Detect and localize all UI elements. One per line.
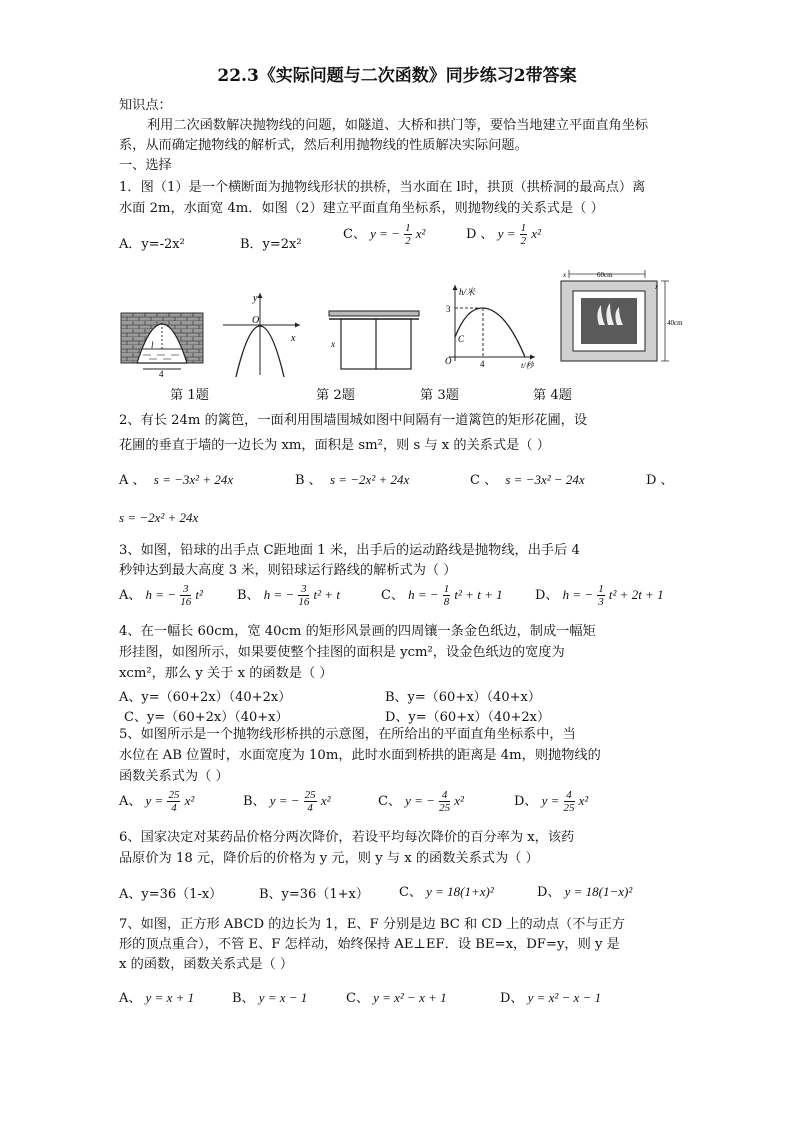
q5-option-d-fraction bbox=[564, 789, 575, 814]
figure-4-label-3: 3 bbox=[446, 304, 451, 314]
q7-option-a bbox=[119, 987, 194, 1006]
knowledge-line-2: 系，从而确定抛物线的解析式，然后利用抛物线的性质解决实际问题。 bbox=[119, 138, 528, 153]
numerator: 1 bbox=[520, 222, 527, 234]
q4-option-d: D、y=（60+x）（40+2x） bbox=[385, 710, 550, 725]
q3-option-d-pre: h = − bbox=[562, 587, 594, 602]
q3-option-a-label: A、 bbox=[119, 588, 142, 603]
q1-option-c bbox=[343, 222, 425, 247]
q5-line-3: 函数关系式为（ ） bbox=[119, 769, 229, 784]
figure-4-label-h: h/米 bbox=[459, 287, 476, 297]
denominator: 16 bbox=[180, 596, 192, 608]
numerator: 4 bbox=[439, 789, 450, 802]
q7-line-3: x 的函数，函数关系式是（ ） bbox=[119, 957, 294, 972]
q5-option-b bbox=[243, 789, 330, 814]
q3-option-d-tail: t² + 2t + 1 bbox=[608, 587, 664, 602]
figure-2-parabola bbox=[223, 293, 300, 377]
q4-option-c: C、y=（60+2x）（40+x） bbox=[124, 710, 289, 725]
q4-line-3: xcm²，那么 y 关于 x 的函数是（ ） bbox=[119, 666, 333, 681]
q7-option-b-label: B、 bbox=[232, 991, 255, 1006]
q3-line-2: 秒钟达到最大高度 3 米，则铅球运行路线的解析式为（ ） bbox=[119, 563, 457, 578]
figure-4-label-4: 4 bbox=[480, 359, 485, 369]
q3-option-c-tail: t² + t + 1 bbox=[454, 587, 503, 602]
denominator: 4 bbox=[307, 802, 313, 814]
q3-option-b-fraction bbox=[298, 583, 309, 608]
q4-option-b: B、y=（60+x）（40+x） bbox=[385, 690, 541, 705]
q2-option-b bbox=[295, 469, 409, 488]
q3-option-d-label: D、 bbox=[535, 588, 559, 603]
denominator: 8 bbox=[443, 596, 450, 608]
figure-5-label-x2: x bbox=[655, 283, 659, 291]
section-heading: 一、选择 bbox=[119, 158, 172, 173]
q3-line-1: 3、如图，铅球的出手点 C距地面 1 米，出手后的运动路线是抛物线，出手后 4 bbox=[119, 543, 580, 558]
q5-option-c-tail: x² bbox=[454, 793, 464, 808]
q5-line-2: 水位在 AB 位置时，水面宽度为 10m，此时水面到桥拱的距离是 4m，则抛物线的 bbox=[119, 748, 601, 763]
q4-option-a: A、y=（60+2x）（40+2x） bbox=[119, 690, 292, 705]
figure-1-bridge bbox=[121, 313, 203, 379]
figure-2-label-y: y bbox=[253, 293, 258, 304]
denominator: 3 bbox=[598, 596, 604, 608]
q2-option-d-label: D 、 bbox=[646, 473, 674, 488]
figure-1-label-4: 4 bbox=[159, 369, 164, 379]
numerator: 3 bbox=[298, 583, 309, 596]
q5-option-d-pre: y = bbox=[541, 793, 560, 808]
numerator: 1 bbox=[443, 583, 450, 595]
q7-line-2: 形的顶点重合），不管 E、F 怎样动，始终保持 AE⊥EF．设 BE=x，DF=y，则 y 是 bbox=[119, 937, 620, 952]
q1-option-c-tail: x² bbox=[415, 226, 426, 241]
q5-option-d-label: D、 bbox=[514, 794, 538, 809]
figure-caption-3: 第 3题 bbox=[420, 388, 459, 403]
q1-option-b: B．y=2x² bbox=[240, 237, 302, 252]
numerator: 1 bbox=[405, 222, 411, 234]
q2-line-1: 2、有长 24m 的篱笆，一面利用围墙围城如图中间隔有一道篱笆的矩形花圃，设 bbox=[119, 413, 588, 428]
q6-option-d bbox=[537, 881, 632, 900]
q2-option-a-label: A 、 bbox=[119, 473, 146, 488]
denominator: 16 bbox=[298, 596, 310, 608]
figure-3-label-x: x bbox=[331, 339, 335, 349]
q3-option-c-pre: h = − bbox=[408, 587, 439, 602]
q3-option-d-fraction bbox=[597, 583, 605, 608]
q3-option-a bbox=[119, 583, 203, 608]
q3-option-c-label: C、 bbox=[381, 588, 404, 603]
q4-line-1: 4、在一幅长 60cm，宽 40cm 的矩形风景画的四周镶一条金色纸边，制成一幅矩 bbox=[119, 624, 596, 639]
q3-option-c bbox=[381, 583, 503, 608]
q1-option-d-label: D 、 bbox=[466, 227, 494, 242]
q1-option-d-fraction bbox=[520, 222, 528, 247]
figure-3-garden bbox=[329, 311, 419, 369]
denominator: 2 bbox=[520, 235, 527, 247]
q2-option-a bbox=[119, 469, 233, 488]
q3-option-a-fraction bbox=[180, 583, 191, 608]
q7-option-b bbox=[232, 987, 307, 1006]
q1-option-d-tail: x² bbox=[531, 226, 541, 241]
q6-option-a: A、y=36（1-x） bbox=[119, 887, 223, 902]
q6-option-b: B、y=36（1+x） bbox=[259, 887, 369, 902]
figure-caption-2: 第 2题 bbox=[316, 388, 355, 403]
q7-line-1: 7、如图，正方形 ABCD 的边长为 1，E、F 分别是边 BC 和 CD 上的动点（不与正方 bbox=[119, 917, 625, 932]
q6-option-c-expr: y = 18(1+x)² bbox=[426, 884, 494, 899]
q5-option-a-label: A、 bbox=[119, 794, 142, 809]
q5-option-b-fraction bbox=[304, 789, 317, 814]
q1-option-d bbox=[466, 222, 541, 247]
figure-2-label-x: x bbox=[291, 333, 296, 344]
numerator: 25 bbox=[304, 789, 316, 801]
q1-line-1: 1．图（1）是一个横断面为抛物线形状的拱桥，当水面在 l时，拱顶（拱桥洞的最高点）离 bbox=[119, 180, 646, 195]
q7-option-c-expr: y = x² − x + 1 bbox=[373, 990, 447, 1005]
q5-option-c-label: C、 bbox=[378, 794, 401, 809]
q3-option-b-pre: h = − bbox=[263, 587, 295, 602]
denominator: 25 bbox=[563, 802, 575, 814]
q7-option-a-expr: y = x + 1 bbox=[145, 990, 195, 1005]
q2-option-c-label: C 、 bbox=[470, 473, 498, 488]
q7-option-d-label: D、 bbox=[500, 991, 524, 1006]
q2-option-b-expr: s = −2x² + 24x bbox=[329, 472, 410, 487]
q7-option-d bbox=[500, 987, 601, 1006]
denominator: 2 bbox=[405, 235, 411, 247]
q5-option-d-tail: x² bbox=[578, 793, 589, 808]
q5-option-a-fraction bbox=[167, 789, 180, 814]
figure-4-label-t: t/秒 bbox=[521, 361, 534, 370]
q1-option-a: A．y=-2x² bbox=[119, 237, 185, 252]
numerator: 25 bbox=[168, 789, 180, 801]
figures-row bbox=[115, 265, 683, 405]
q5-option-b-tail: x² bbox=[320, 793, 331, 808]
q5-option-a-tail: x² bbox=[184, 793, 195, 808]
q3-option-b-label: B、 bbox=[237, 588, 260, 603]
q5-option-a-pre: y = bbox=[145, 793, 164, 808]
q2-option-b-label: B 、 bbox=[295, 473, 322, 488]
q5-option-c-pre: y = − bbox=[405, 793, 435, 808]
q7-option-c-label: C、 bbox=[346, 991, 369, 1006]
figure-5-label-60cm: 60cm bbox=[597, 271, 613, 279]
q1-option-d-expr: y = bbox=[497, 226, 516, 241]
q7-option-a-label: A、 bbox=[119, 991, 142, 1006]
page-title: 22.3《实际问题与二次函数》同步练习2带答案 bbox=[217, 66, 577, 86]
q6-option-c-label: C、 bbox=[399, 885, 422, 900]
q6-option-d-label: D、 bbox=[537, 885, 561, 900]
q3-option-a-pre: h = − bbox=[145, 587, 177, 602]
q2-option-c-expr: s = −3x² − 24x bbox=[505, 472, 585, 487]
q1-option-c-label: C、 bbox=[343, 227, 366, 242]
q1-option-c-expr: y = − bbox=[370, 226, 400, 241]
q5-option-c bbox=[378, 789, 464, 814]
figure-4-shotput bbox=[445, 285, 535, 370]
figure-1-label-l: l bbox=[151, 340, 154, 350]
figure-5-label-x: x bbox=[563, 271, 567, 279]
q1-option-c-fraction bbox=[404, 222, 412, 247]
figure-caption-4: 第 4题 bbox=[533, 388, 572, 403]
q5-option-b-label: B、 bbox=[243, 794, 266, 809]
q7-option-c bbox=[346, 987, 447, 1006]
q7-option-b-expr: y = x − 1 bbox=[258, 990, 308, 1005]
figure-4-label-c: C bbox=[458, 334, 465, 344]
q1-line-2: 水面 2m，水面宽 4m．如图（2）建立平面直角坐标系，则抛物线的关系式是（ ） bbox=[119, 201, 604, 216]
q6-line-1: 6、国家决定对某药品价格分两次降价，若设平均每次降价的百分率为 x，该药 bbox=[119, 830, 575, 845]
figure-5-label-40cm: 40cm bbox=[667, 319, 683, 327]
q2-line-2: 花圃的垂直于墙的一边长为 xm，面积是 sm²，则 s 与 x 的关系式是（ ） bbox=[119, 438, 550, 453]
denominator: 4 bbox=[171, 802, 177, 814]
q5-line-1: 5、如图所示是一个抛物线形桥拱的示意图，在所给出的平面直角坐标系中，当 bbox=[119, 727, 576, 742]
figure-4-label-o: O bbox=[445, 356, 452, 366]
q7-option-d-expr: y = x² − x − 1 bbox=[527, 990, 602, 1005]
q3-option-d bbox=[535, 583, 664, 608]
figure-caption-1: 第 1题 bbox=[170, 388, 209, 403]
q6-option-d-expr: y = 18(1−x)² bbox=[564, 884, 633, 899]
q3-option-b bbox=[237, 583, 340, 608]
q4-line-2: 形挂图，如图所示，如果要使整个挂图的面积是 ycm²，设金色纸边的宽度为 bbox=[119, 645, 565, 660]
q3-option-b-tail: t² + t bbox=[313, 587, 340, 602]
q3-option-a-tail: t² bbox=[195, 587, 203, 602]
q2-option-d-expr: s = −2x² + 24x bbox=[119, 510, 199, 525]
q6-line-2: 品原价为 18 元，降价后的价格为 y 元，则 y 与 x 的函数关系式为（ ） bbox=[119, 851, 539, 866]
q2-option-c bbox=[470, 469, 585, 488]
knowledge-heading: 知识点： bbox=[119, 98, 172, 113]
numerator: 4 bbox=[564, 789, 575, 802]
q3-option-c-fraction bbox=[443, 583, 451, 608]
numerator: 1 bbox=[598, 583, 604, 595]
numerator: 3 bbox=[180, 583, 191, 596]
denominator: 25 bbox=[439, 802, 451, 814]
figure-5-painting bbox=[561, 270, 683, 361]
q5-option-a bbox=[119, 789, 194, 814]
q5-option-d bbox=[514, 789, 588, 814]
knowledge-line-1: 利用二次函数解决抛物线的问题，如隧道、大桥和拱门等，要恰当地建立平面直角坐标 bbox=[147, 118, 649, 133]
q2-option-a-expr: s = −3x² + 24x bbox=[153, 472, 234, 487]
figure-2-label-o: O bbox=[252, 315, 260, 326]
q5-option-c-fraction bbox=[439, 789, 450, 814]
q6-option-c bbox=[399, 881, 494, 900]
q5-option-b-pre: y = − bbox=[269, 793, 300, 808]
